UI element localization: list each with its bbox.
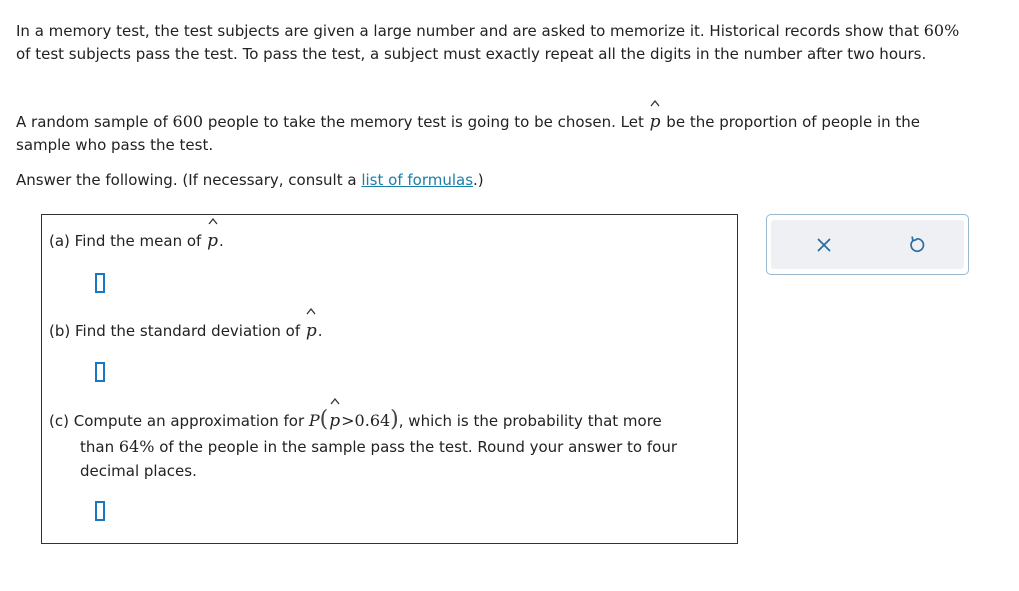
sample-text-part: be the proportion of people in the sample who pass the test. <box>16 113 921 154</box>
hat-accent-icon <box>306 306 316 316</box>
p-hat-variable: p <box>305 321 317 341</box>
p-hat-symbol <box>328 409 341 433</box>
formulas-link[interactable]: list of formulas <box>361 171 474 189</box>
question-a-end: . <box>218 232 224 250</box>
sample-description-paragraph <box>16 110 976 157</box>
threshold-percentage: 64% <box>118 437 155 456</box>
answer-b-input[interactable] <box>95 362 105 382</box>
right-paren: ) <box>390 407 399 432</box>
undo-button[interactable] <box>904 232 930 258</box>
pass-percentage: 60% <box>923 21 960 40</box>
question-c-rest: , which is the probability that more <box>398 412 662 430</box>
question-c-line3 <box>80 459 720 483</box>
question-b-text: (b) Find the standard deviation of <box>49 322 305 340</box>
question-c-text: (c) Compute an approximation for <box>49 412 309 430</box>
p-hat-symbol <box>649 111 662 134</box>
question-box <box>41 214 738 544</box>
hat-accent-icon <box>650 98 660 108</box>
question-c-text-part: of the people in the sample pass the test. Round your answer to four <box>154 438 678 456</box>
answer-a-input[interactable] <box>95 273 105 293</box>
clear-button[interactable] <box>811 232 837 258</box>
answer-c-input[interactable] <box>95 501 105 521</box>
question-c-text-part: than <box>80 438 119 456</box>
left-paren: ( <box>319 407 329 432</box>
sample-text-part: A random sample of <box>16 113 173 131</box>
question-b-end: . <box>317 322 323 340</box>
p-hat-variable: p <box>649 112 661 132</box>
question-c-text-part: decimal places. <box>80 462 197 480</box>
hat-accent-icon <box>330 396 340 406</box>
close-icon <box>811 232 837 258</box>
sample-size: 600 <box>172 112 204 131</box>
question-a <box>49 229 224 253</box>
probability-symbol: P <box>308 411 320 430</box>
p-hat-symbol <box>206 229 219 253</box>
p-hat-variable: p <box>207 231 218 251</box>
instructions-text: Answer the following. (If necessary, consult a <box>16 171 362 189</box>
inequality-expression: >0.64 <box>341 411 391 430</box>
problem-intro-paragraph <box>16 19 976 66</box>
answer-tools-inner <box>771 220 964 269</box>
answer-tools-panel <box>766 214 969 275</box>
question-b <box>49 319 323 343</box>
sample-text-part: people to take the memory test is going to be chosen. Let <box>203 113 649 131</box>
question-c-line2 <box>80 435 720 459</box>
hat-accent-icon <box>208 216 218 226</box>
intro-text-part: of test subjects pass the test. To pass the test, a subject must exactly repeat all the digits in the number after two hours. <box>16 45 927 63</box>
question-c-label <box>49 408 662 433</box>
p-hat-symbol <box>305 319 318 343</box>
instructions-paragraph <box>16 169 976 192</box>
undo-icon <box>904 232 930 258</box>
intro-text-part: In a memory test, the test subjects are given a large number and are asked to memorize it. Historical records show that <box>16 22 919 40</box>
instructions-text-end: .) <box>473 171 484 189</box>
p-hat-variable: p <box>329 411 341 431</box>
question-a-text: (a) Find the mean of <box>49 232 207 250</box>
